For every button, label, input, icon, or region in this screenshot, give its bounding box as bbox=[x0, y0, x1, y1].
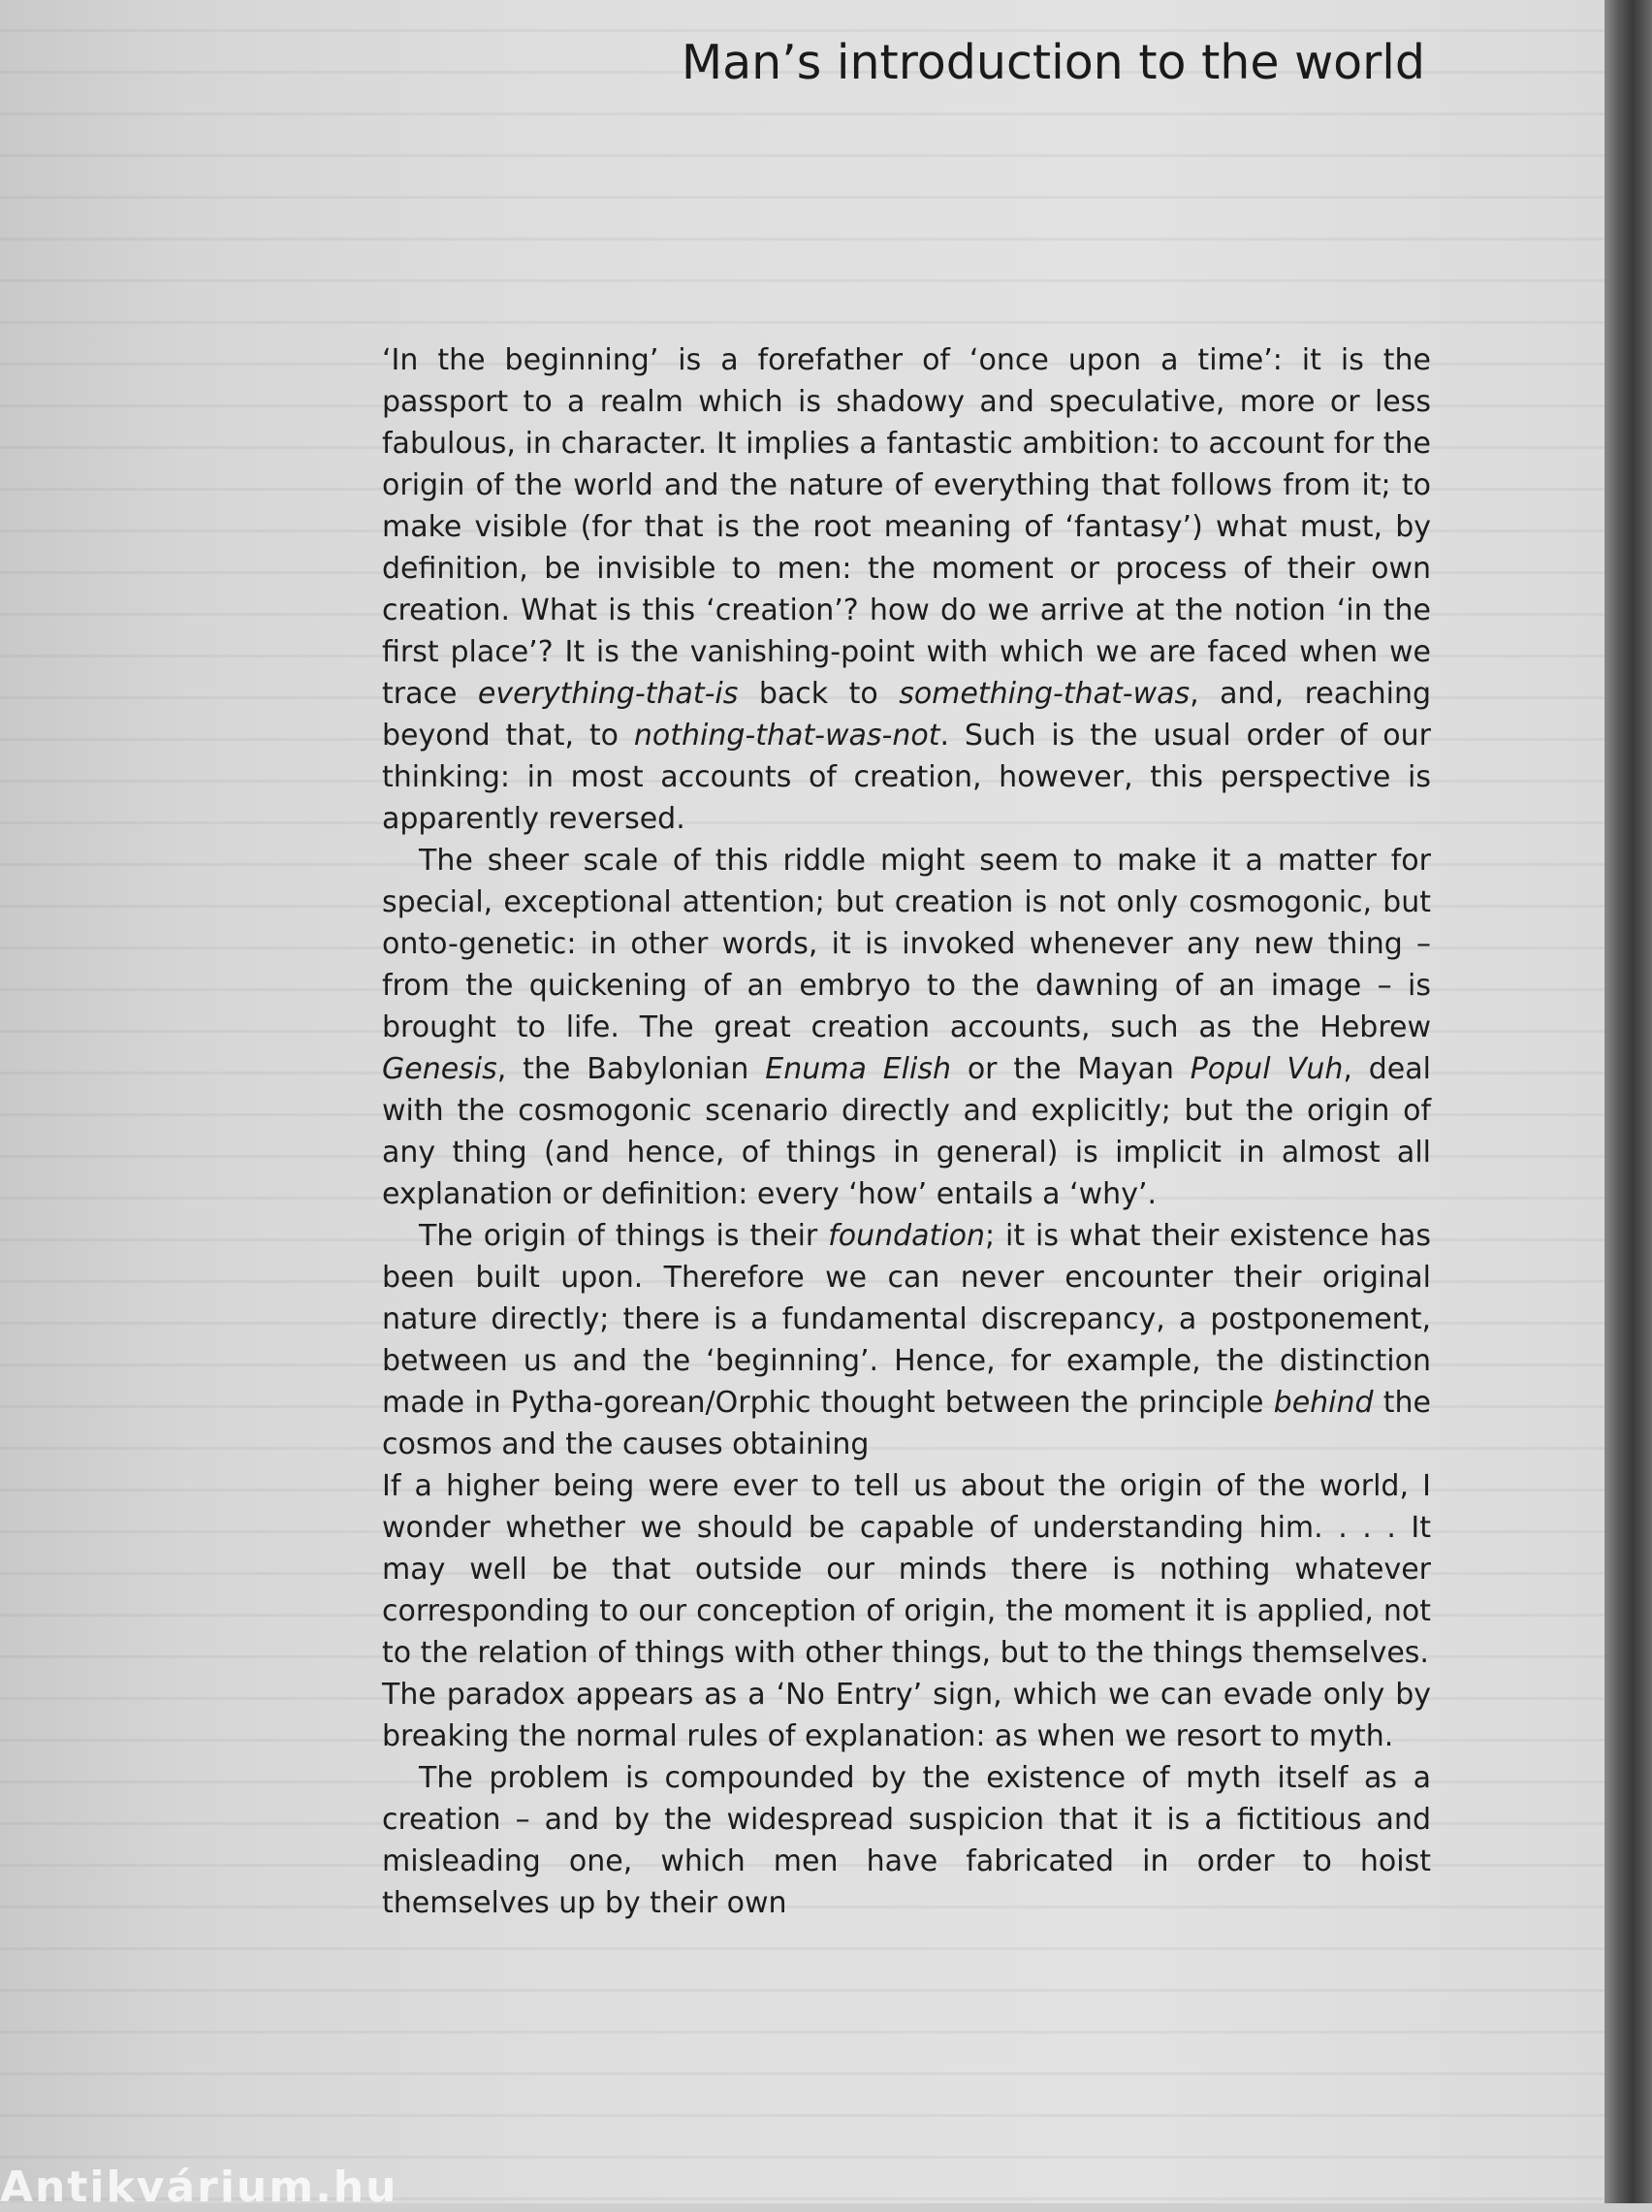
italic-segment: Enuma Elish bbox=[765, 1052, 951, 1086]
italic-segment: something-that-was bbox=[899, 677, 1191, 711]
watermark-text: Antikvárium.hu bbox=[0, 2163, 398, 2212]
text-segment: ; it is what their existence has been built upon. Therefore we can never encounter their original nature directly; there is a fundamental discrepancy, a postponement, between us and the ‘beginning’. Hence, for example, the distinction made in Pytha-gorean/Orphic thought between the principle bbox=[382, 1219, 1431, 1420]
text-segment: , and, reaching beyond that, to bbox=[382, 677, 1432, 753]
text-segment: the cosmos and the causes obtaining bbox=[382, 1386, 1431, 1461]
italic-segment: everything-that-is bbox=[477, 677, 739, 711]
text-segment: ‘In the beginning’ is a forefather of ‘once upon a time’: it is the passport to a realm which is shadowy and speculative, more or less fabulous, in character. It implies a fantastic ambition: to account for the origin of the world and the nature of everything that follows from it; to make visible (for that is the root meaning of ‘fantasy’) what must, by definition, be invisible to men: the moment or process of their own creation. What is this ‘creation’? how do we arrive at the notion ‘in the first place’? It is the vanishing-point with which we are faced when we trace bbox=[382, 343, 1431, 711]
book-spine-edge bbox=[1604, 0, 1652, 2203]
block-quote: If a higher being were ever to tell us about the origin of the world, I wonder whether we should be capable of understanding him. . . . It may well be that outside our minds there is nothing whatever corresponding to our conception of origin, the moment it is applied, not to the relation of things with other things, but to the things themselves. bbox=[382, 1469, 1431, 1670]
text-segment: back to bbox=[738, 677, 900, 711]
text-segment: The origin of things is their bbox=[419, 1219, 829, 1253]
text-segment: The sheer scale of this riddle might seem to make it a matter for special, exceptional attention; but creation is not only cosmogonic, but onto-genetic: in other words, it is invoked whenever any new thing – from the quickening of an embryo to the dawning of an image – is brought to life. The great creation accounts, such as the Hebrew bbox=[382, 844, 1431, 1044]
paragraph-4: The paradox appears as a ‘No Entry’ sign, which we can evade only by breaking the normal rules of explanation: as when we resort to myth. bbox=[382, 1678, 1431, 1753]
italic-segment: Genesis bbox=[382, 1052, 497, 1086]
italic-segment: foundation bbox=[828, 1219, 985, 1253]
paragraph-3 bbox=[382, 1215, 1431, 1465]
paragraph-1 bbox=[382, 339, 1431, 840]
chapter-heading: Man’s introduction to the world bbox=[681, 35, 1425, 90]
paragraph-5: The problem is compounded by the existence of myth itself as a creation – and by the widespread suspicion that it is a fictitious and misleading one, which men have fabricated in order to hoist themselves up by their own bbox=[382, 1761, 1431, 1920]
body-text bbox=[382, 339, 1431, 1924]
text-segment: , deal with the cosmogonic scenario directly and explicitly; but the origin of any thing (and hence, of things in general) is implicit in almost all explanation or definition: every ‘how’ entails a ‘why’. bbox=[382, 1052, 1431, 1211]
paragraph-2 bbox=[382, 840, 1431, 1215]
text-segment: or the Mayan bbox=[950, 1052, 1191, 1086]
text-segment: . Such is the usual order of our thinking: in most accounts of creation, however, this perspective is apparently reversed. bbox=[382, 719, 1431, 836]
italic-segment: behind bbox=[1273, 1386, 1374, 1420]
italic-segment: nothing-that-was-not bbox=[633, 719, 940, 753]
text-segment: , the Babylonian bbox=[496, 1052, 766, 1086]
italic-segment: Popul Vuh bbox=[1190, 1052, 1344, 1086]
